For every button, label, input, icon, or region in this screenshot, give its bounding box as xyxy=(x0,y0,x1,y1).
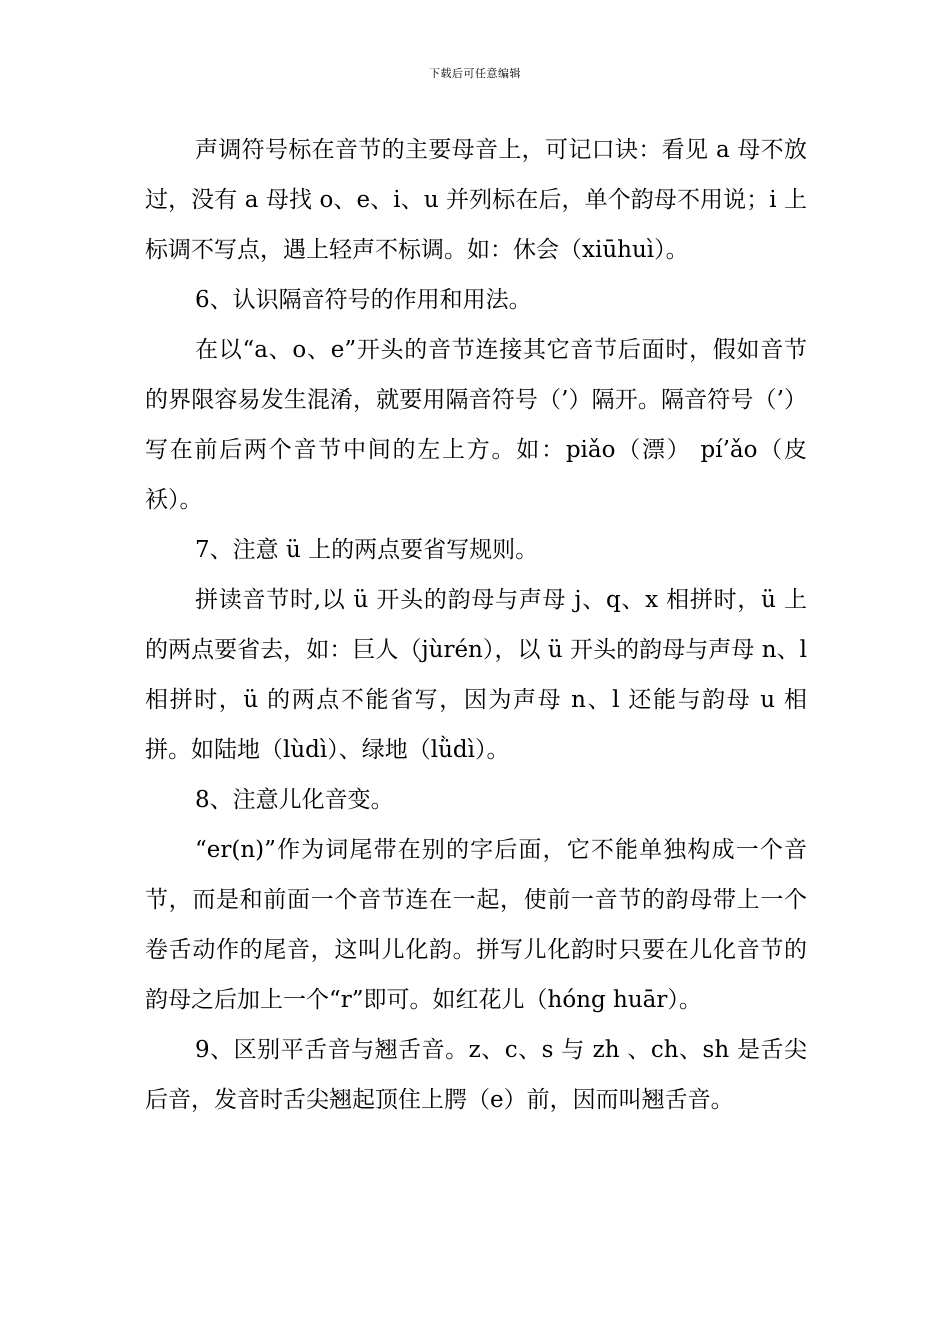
heading-section-7: 7、注意 ü 上的两点要省写规则。 xyxy=(195,537,539,563)
paragraph-section-9: 9、区别平舌音与翘舌音。z、c、s 与 zh 、ch、sh 是舌尖后音，发音时舌尖翘起顶住上腭（e）前，因而叫翘舌音。 xyxy=(145,1037,807,1113)
heading-section-6: 6、认识隔音符号的作用和用法。 xyxy=(195,287,532,313)
paragraph-syllable-separator: 在以“a、o、e”开头的音节连接其它音节后面时，假如音节的界限容易发生混淆，就要用隔音符号（’）隔开。隔音符号（’）写在前后两个音节中间的左上方。如：piǎo（漂） pí’ǎo（皮袄）。 xyxy=(145,337,807,513)
paragraph-erhua: “er(n)”作为词尾带在别的字后面，它不能单独构成一个音节，而是和前面一个音节连在一起，使前一音节的韵母带上一个卷舌动作的尾音，这叫儿化韵。拼写儿化韵时只要在儿化音节的韵母之后加上一个“r”即可。如红花儿（hóng huār）。 xyxy=(145,837,807,1013)
heading-section-8: 8、注意儿化音变。 xyxy=(195,787,394,813)
page-header: 下载后可任意编辑 xyxy=(429,67,521,80)
document-body xyxy=(145,125,807,1125)
paragraph-tone-marks: 声调符号标在音节的主要母音上，可记口诀：看见 a 母不放过，没有 a 母找 o、e、i、u 并列标在后，单个韵母不用说；i 上标调不写点，遇上轻声不标调。如：休会（xiūhuì）。 xyxy=(145,137,807,263)
paragraph-u-umlaut-rules: 拼读音节时,以 ü 开头的韵母与声母 j、q、x 相拼时，ü 上的两点要省去，如：巨人（jùrén），以 ü 开头的韵母与声母 n、l 相拼时，ü 的两点不能省写，因为声母 n、l 还能与韵母 u 相拼。如陆地（lùdì）、绿地（lǜdì）。 xyxy=(145,587,807,763)
